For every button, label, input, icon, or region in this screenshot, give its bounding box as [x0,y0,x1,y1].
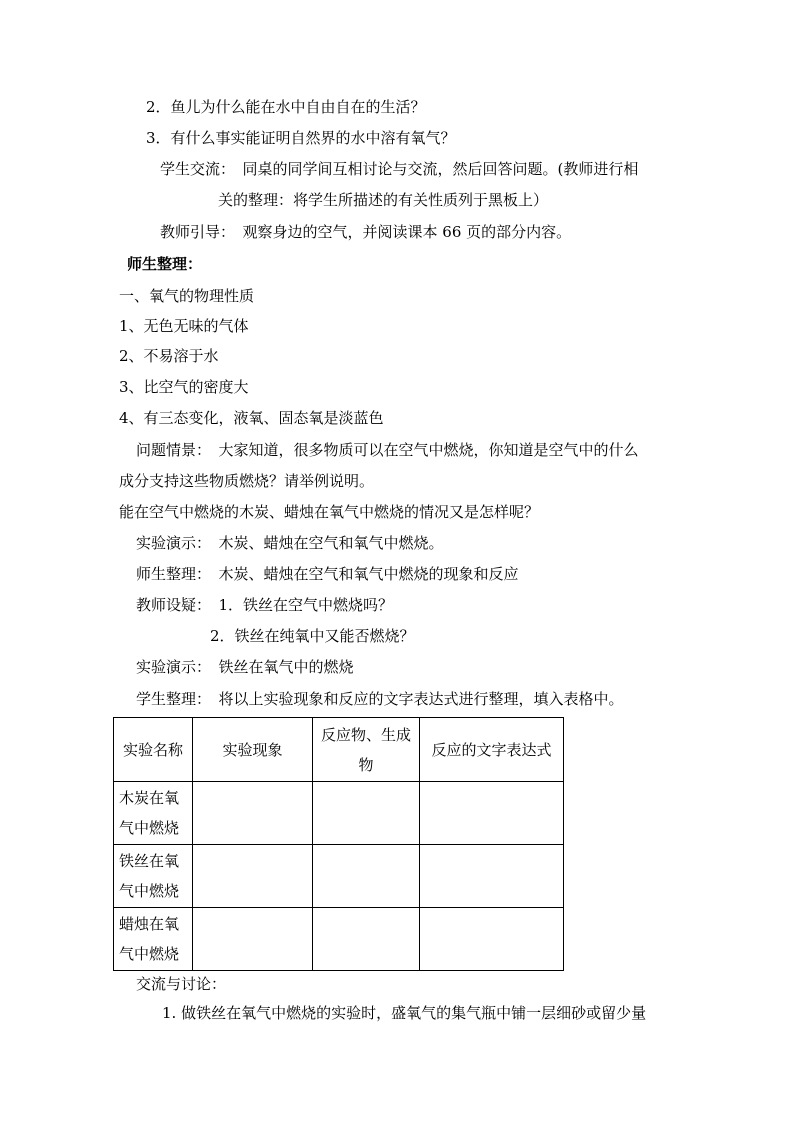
burning-question-line: 能在空气中燃烧的木炭、蜡烛在氧气中燃烧的情况又是怎样呢？ [119,503,540,521]
demo-line-2: 实验演示： 铁丝在氧气中的燃烧 [136,658,354,676]
discussion-heading: 交流与讨论： [136,975,227,993]
student-exchange-line-2: 关的整理：将学生所描述的有关性质列于黑板上） [218,191,549,209]
table-row [114,845,564,908]
header-reactants-line-2: 物 [358,755,374,774]
student-exchange-line-1: 学生交流： 同桌的同学间互相讨论与交流，然后回答问题。(教师进行相 [160,160,639,178]
experiment-table [113,717,564,971]
phenomenon-cell[interactable] [193,908,313,971]
property-4: 4、有三态变化，液氧、固态氧是淡蓝色 [119,409,384,427]
q3-line: 3．有什么事实能证明自然界的水中溶有氧气？ [146,129,456,147]
row-name-line-2: 气中燃烧 [119,819,180,837]
reactants-cell[interactable] [313,845,420,908]
reactants-cell[interactable] [313,908,420,971]
phenomenon-cell[interactable] [193,782,313,845]
table-row [114,782,564,845]
teacher-guide-line: 教师引导： 观察身边的空气，并阅读课本 66 页的部分内容。 [160,223,572,241]
property-1: 1、无色无味的气体 [119,317,249,335]
phenomenon-cell[interactable] [193,845,313,908]
expression-cell[interactable] [420,908,564,971]
property-3: 3、比空气的密度大 [119,378,249,396]
reactants-cell[interactable] [313,782,420,845]
row-name-line-1: 木炭在氧 [119,789,180,807]
row-name-line-1: 蜡烛在氧 [119,915,180,933]
scenario-line-1: 问题情景： 大家知道，很多物质可以在空气中燃烧，你知道是空气中的什么 [136,441,639,459]
row-name-cell [114,908,193,971]
table-row [114,908,564,971]
expression-cell[interactable] [420,782,564,845]
summary-line-2: 师生整理： 木炭、蜡烛在空气和氧气中燃烧的现象和反应 [136,565,519,583]
section-one-heading: 一、氧气的物理性质 [119,287,255,305]
header-phenomenon: 实验现象 [193,718,313,782]
summary-heading: 师生整理： [127,255,203,273]
q2-line: 2．鱼儿为什么能在水中自由自在的生活？ [146,98,426,116]
row-name-cell [114,845,193,908]
student-summary-line: 学生整理： 将以上实验现象和反应的文字表达式进行整理，填入表格中。 [136,690,624,708]
row-name-line-2: 气中燃烧 [119,882,180,900]
row-name-line-2: 气中燃烧 [119,945,180,963]
header-name: 实验名称 [114,718,193,782]
property-2: 2、不易溶于水 [119,347,219,365]
row-name-cell [114,782,193,845]
header-expression: 反应的文字表达式 [420,718,564,782]
header-reactants [313,718,420,782]
teacher-question-1: 教师设疑： 1．铁丝在空气中燃烧吗？ [136,596,394,614]
scenario-line-2: 成分支持这些物质燃烧？请举例说明。 [119,472,375,490]
table-header-row [114,718,564,782]
row-name-line-1: 铁丝在氧 [119,852,180,870]
demo-line-1: 实验演示： 木炭、蜡烛在空气和氧气中燃烧。 [136,534,444,552]
header-reactants-line-1: 反应物、生成 [320,725,411,744]
teacher-question-2: 2．铁丝在纯氧中又能否燃烧？ [210,627,415,645]
expression-cell[interactable] [420,845,564,908]
discussion-question-1: 1. 做铁丝在氧气中燃烧的实验时，盛氧气的集气瓶中铺一层细砂或留少量 [162,1004,647,1022]
